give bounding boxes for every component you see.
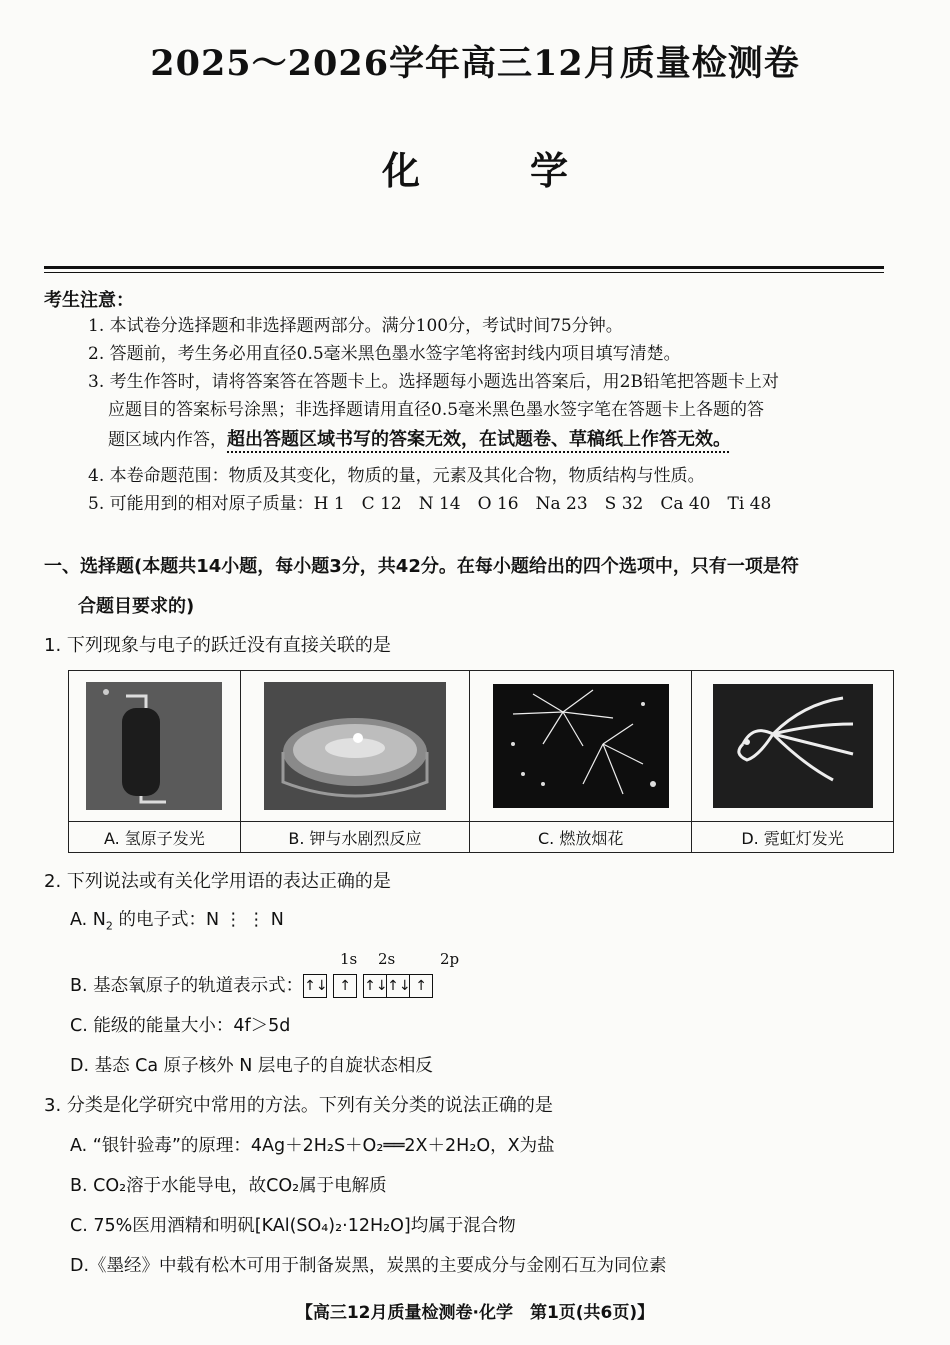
orbital-1s bbox=[303, 974, 327, 998]
notice-item-1: 1. 本试卷分选择题和非选择题两部分。满分100分，考试时间75分钟。 bbox=[88, 316, 623, 336]
notice-item-3-end bbox=[108, 426, 731, 454]
q3-option-d: D.《墨经》中载有松木可用于制备炭黑，炭黑的主要成分与金刚石互为同位素 bbox=[70, 1256, 667, 1276]
orbital-2p-cell-3: ↑ bbox=[415, 978, 427, 994]
orbital-2s bbox=[333, 974, 357, 998]
orbital-2p-cell-2: ↑↓ bbox=[387, 975, 410, 997]
notice-item-5: 5. 可能用到的相对原子质量：H 1 C 12 N 14 O 16 Na 23 S 32 Ca 40 Ti 48 bbox=[88, 494, 772, 514]
q3-option-a: A. “银针验毒”的原理：4Ag＋2H₂S＋O₂══2X＋2H₂O，X为盐 bbox=[70, 1136, 555, 1156]
q1-photo-cell-c bbox=[470, 671, 692, 822]
q2-a-prefix: A. N bbox=[70, 910, 106, 930]
subject-title: 化学 bbox=[381, 148, 678, 193]
notice-item-3: 3. 考生作答时，请将答案答在答题卡上。选择题每小题选出答案后，用2B铅笔把答题卡上对 bbox=[88, 372, 779, 392]
q1-option-a: A. 氢原子发光 bbox=[69, 822, 241, 853]
hydrogen-tube-image bbox=[86, 682, 222, 810]
q3-stem: 3. 分类是化学研究中常用的方法。下列有关分类的说法正确的是 bbox=[44, 1095, 553, 1116]
orbital-label-2s: 2s bbox=[378, 950, 396, 968]
neon-light-image bbox=[713, 684, 873, 808]
orbital-2s-cell: ↑ bbox=[339, 978, 351, 994]
orbital-2p bbox=[363, 974, 433, 998]
header-rule-thick bbox=[44, 266, 884, 269]
page-footer: 【高三12月质量检测卷·化学 第1页(共6页)】 bbox=[295, 1303, 655, 1323]
q2-option-a bbox=[70, 906, 284, 941]
notice-item-4: 4. 本卷命题范围：物质及其变化，物质的量，元素及其化合物，物质结构与性质。 bbox=[88, 466, 705, 486]
q2-option-c: C. 能级的能量大小：4f＞5d bbox=[70, 1016, 291, 1036]
q1-photo-cell-a bbox=[69, 671, 241, 822]
notice-title: 考生注意： bbox=[44, 290, 134, 311]
section-1-heading: 一、选择题(本题共14小题，每小题3分，共42分。在每小题给出的四个选项中，只有一项是符 bbox=[44, 556, 799, 577]
notice-item-2: 2. 答题前，考生务必用直径0.5毫米黑色墨水签字笔将密封线内项目填写清楚。 bbox=[88, 344, 681, 364]
q1-stem: 1. 下列现象与电子的跃迁没有直接关联的是 bbox=[44, 635, 391, 656]
fireworks-icon bbox=[493, 684, 669, 808]
exam-title: 2025～2026学年高三12月质量检测卷 bbox=[150, 43, 800, 84]
q2-option-d: D. 基态 Ca 原子核外 N 层电子的自旋状态相反 bbox=[70, 1056, 433, 1076]
q2-a-sub: 2 bbox=[105, 919, 113, 933]
beaker-icon bbox=[264, 682, 446, 810]
q1-option-b: B. 钾与水剧烈反应 bbox=[240, 822, 469, 853]
q1-photo-cell-d bbox=[692, 671, 894, 822]
q2-a-rest: 的电子式：N ⋮ ⋮ N bbox=[112, 910, 284, 930]
neon-bird-icon bbox=[713, 684, 873, 808]
orbital-2p-cell-1: ↑↓ bbox=[364, 975, 387, 997]
fireworks-image bbox=[493, 684, 669, 808]
notice-item-3-tail: 题区域内作答， bbox=[108, 430, 227, 450]
notice-item-3-cont: 应题目的答案标号涂黑；非选择题请用直径0.5毫米黑色墨水签字笔在答题卡上各题的答 bbox=[108, 400, 765, 420]
header-rule-thin bbox=[44, 272, 884, 273]
orbital-label-1s: 1s bbox=[340, 950, 358, 968]
section-1-heading-cont: 合题目要求的) bbox=[78, 596, 195, 617]
orbital-1s-cell: ↑↓ bbox=[304, 978, 328, 994]
q2-stem: 2. 下列说法或有关化学用语的表达正确的是 bbox=[44, 871, 391, 892]
q3-option-b: B. CO₂溶于水能导电，故CO₂属于电解质 bbox=[70, 1176, 387, 1196]
potassium-water-image bbox=[264, 682, 446, 810]
q2-b-text: B. 基态氧原子的轨道表示式： bbox=[70, 976, 304, 996]
notice-emphasis: 超出答题区域书写的答案无效，在试题卷、草稿纸上作答无效。 bbox=[227, 429, 731, 450]
orbital-label-2p: 2p bbox=[440, 950, 460, 968]
q3-option-c: C. 75%医用酒精和明矾[KAl(SO₄)₂·12H₂O]均属于混合物 bbox=[70, 1216, 516, 1236]
q2-option-b bbox=[70, 972, 439, 1000]
hydrogen-tube-icon bbox=[86, 682, 222, 810]
q1-option-table bbox=[68, 670, 894, 853]
q1-option-c: C. 燃放烟花 bbox=[470, 822, 692, 853]
q1-option-d: D. 霓虹灯发光 bbox=[692, 822, 894, 853]
q1-photo-cell-b bbox=[240, 671, 469, 822]
